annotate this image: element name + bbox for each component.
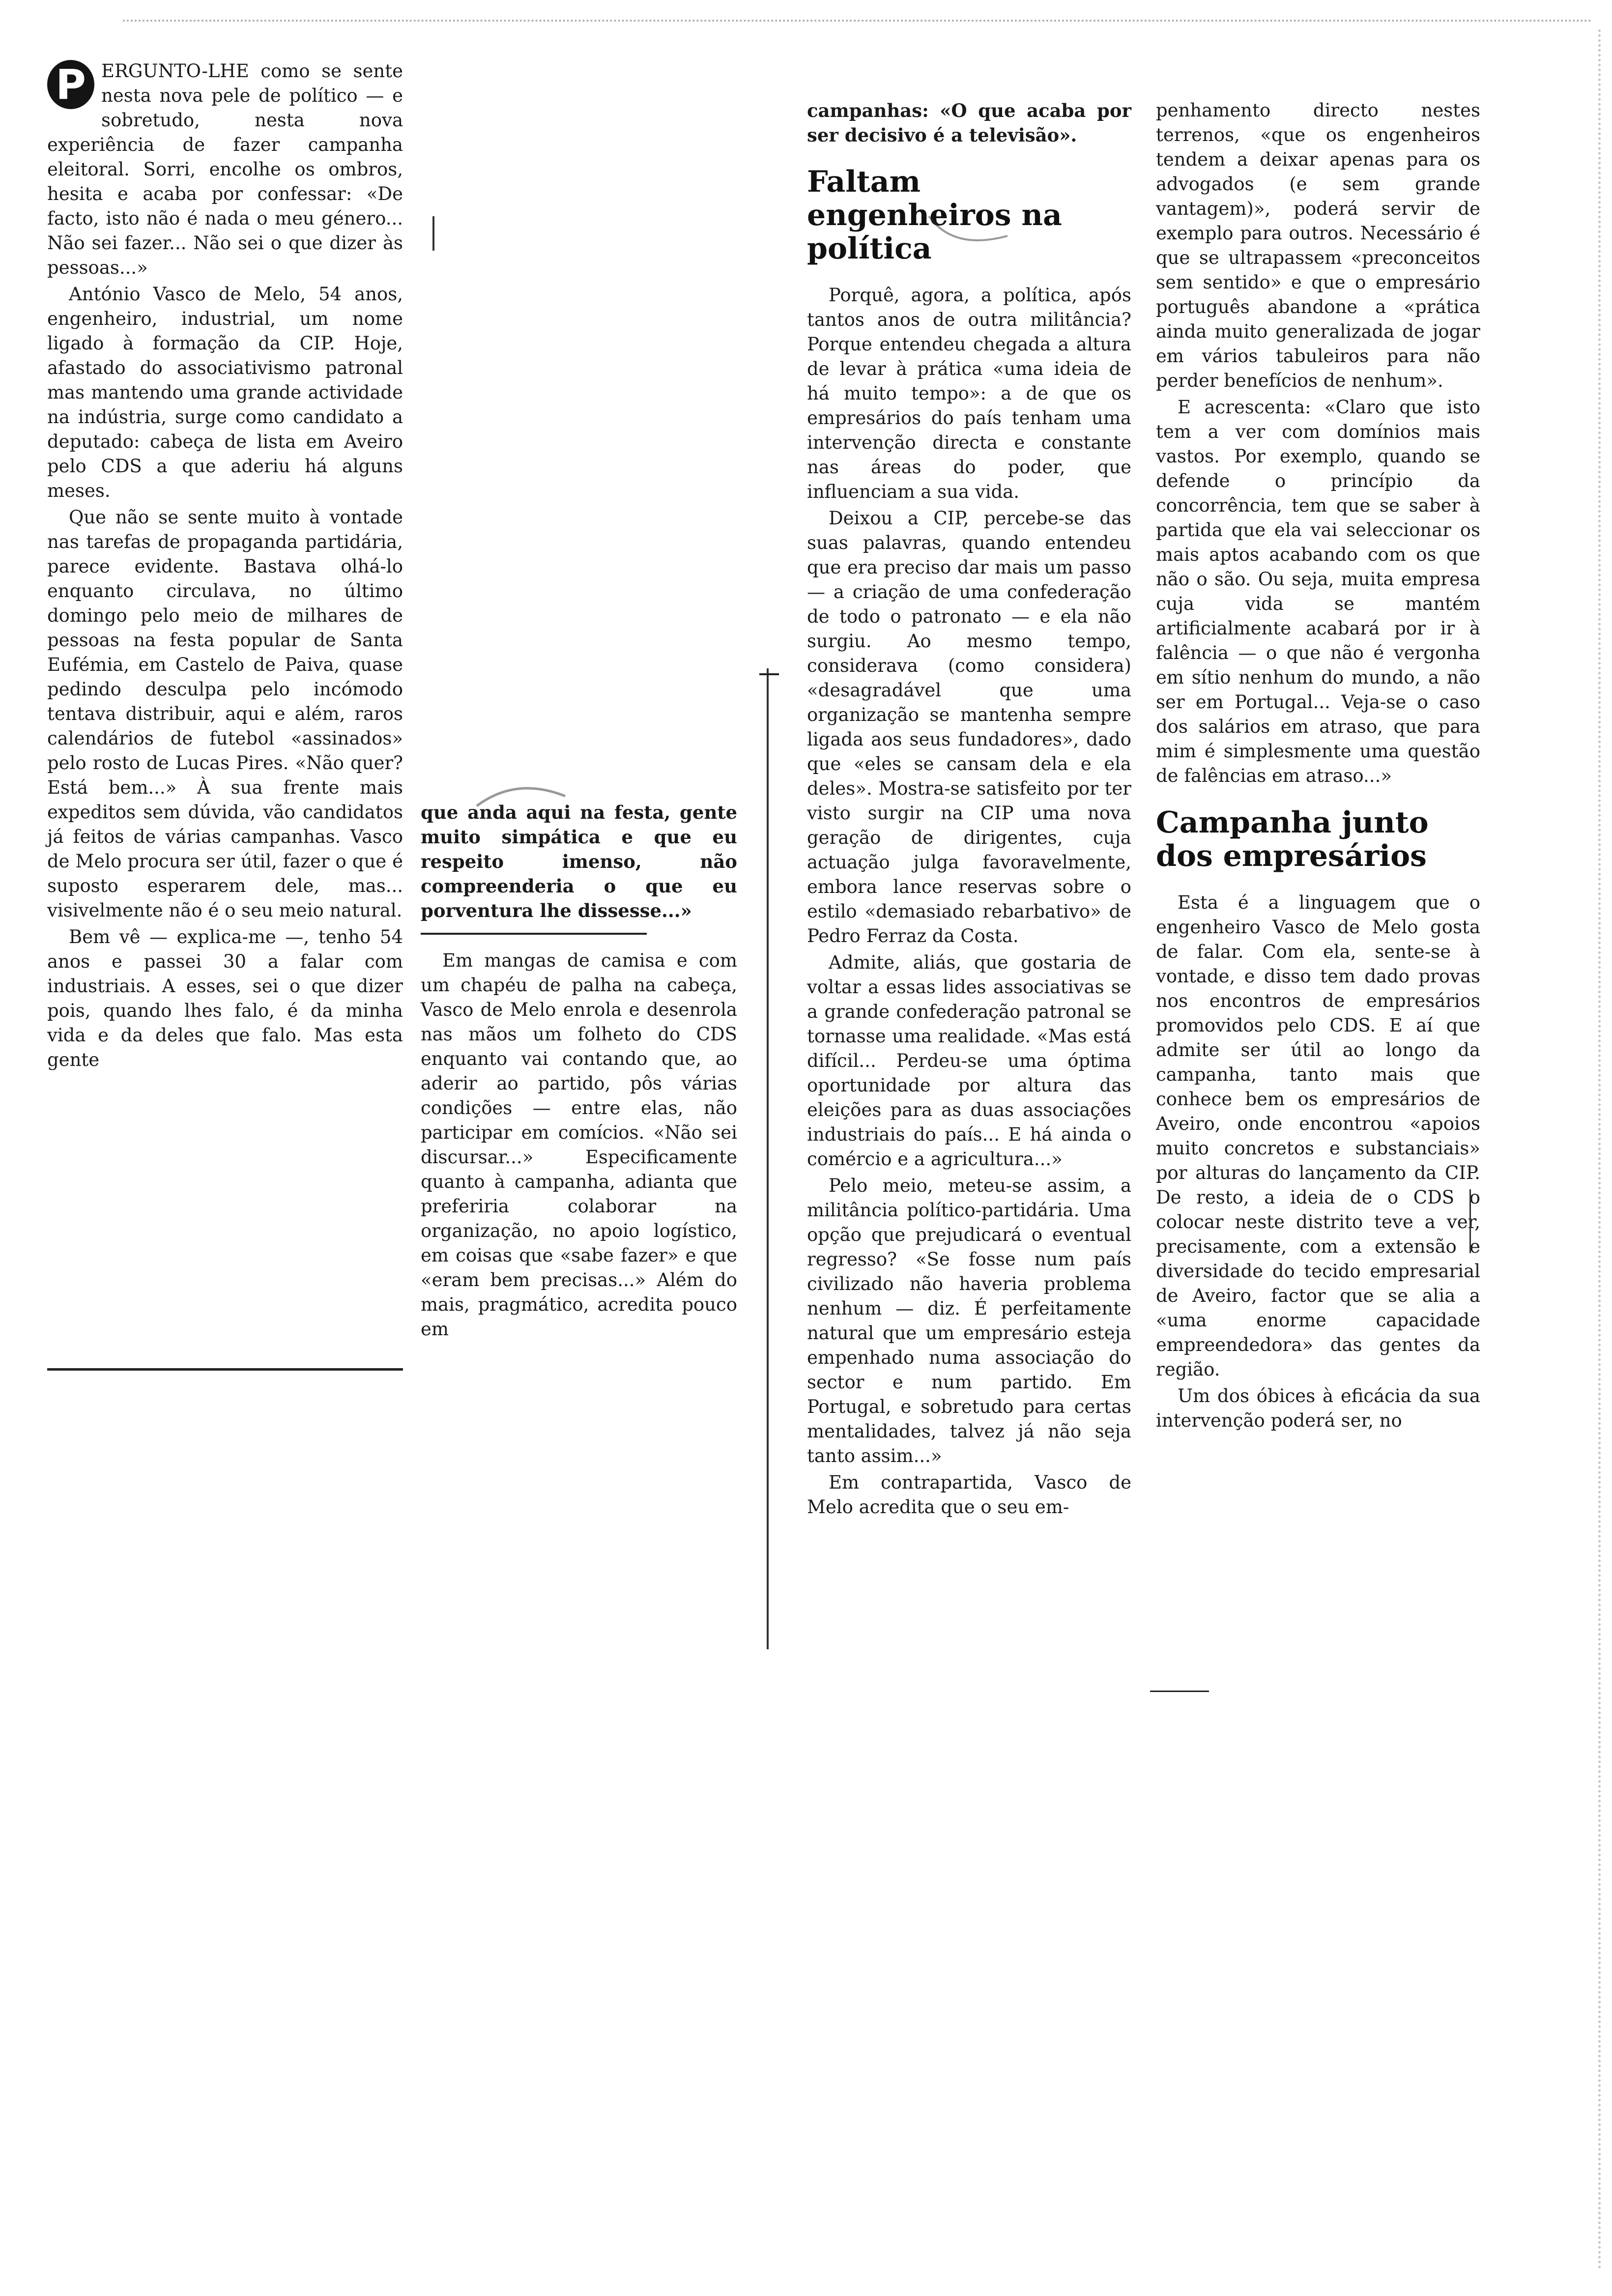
bracket-tick [759, 673, 779, 675]
dropcap-letter: P [47, 60, 94, 109]
col2-paragraph-1: que anda aqui na festa, gente muito simpática e que eu respeito imenso, não compreenderia o que eu porventura lhe dissesse...» [421, 802, 737, 921]
margin-mark-right [1469, 1189, 1471, 1253]
article-column-4 [1156, 98, 1480, 1433]
col1-paragraph-4: Bem vê — explica-me —, tenho 54 anos e passei 30 a falar com industriais. A esses, sei o que dizer pois, quando lhes falo, é da minha vida e da deles que falo. Mas esta gente [47, 926, 403, 1070]
column-divider-bracket [767, 668, 769, 1649]
article-column-1 [47, 59, 403, 1072]
col4-paragraph-2: E acrescenta: «Claro que isto tem a ver com domínios mais vastos. Por exemplo, quando se defende o princípio da concorrência, tem que se saber à partida que ela vai seleccionar os mais aptos acabando com os que não o são. Ou seja, muita empresa cuja vida se mantém artificialmente acabará por ir à falência — o que não é vergonha em sítio nenhum do mundo, a não ser em Portugal... Veja-se o caso dos salários em atraso, que para mim é simplesmente uma questão de falências em atraso...» [1156, 397, 1480, 786]
col2-divider [421, 933, 647, 935]
col3-paragraph-2: Deixou a CIP, percebe-se das suas palavras, quando entendeu que era preciso dar mais um passo — a criação de uma confederação de todo o patronato — e ela não surgiu. Ao mesmo tempo, considerava (como considera) «desagradável que uma organização se mantenha sempre ligada aos seus fundadores», dado que «eles se cansam dela e ela deles». Mostra-se satisfeito por ter visto surgir na CIP uma nova geração de dirigentes, cuja actuação julga favoravelmente, embora lance reservas sobre o estilo «demasiado rebarbativo» de Pedro Ferraz da Costa. [807, 508, 1131, 947]
scan-smudge [472, 776, 570, 826]
subheading-campanha-empresarios: Campanha junto dos empresários [1156, 805, 1429, 873]
margin-mark [432, 216, 434, 251]
col1-paragraph-1: ERGUNTO-LHE como se sente nesta nova pele de político — e sobretudo, nesta nova experiência de fazer campanha eleitoral. Sorri, encolhe os ombros, hesita e acaba por confessar: «De facto, isto não é nada o meu género... Não sei fazer... Não sei o que dizer às pessoas...» [47, 60, 403, 278]
col3-paragraph-5: Em contrapartida, Vasco de Melo acredita que o seu em- [807, 1472, 1131, 1518]
col3-paragraph-4: Pelo meio, meteu-se assim, a militância político-partidária. Uma opção que prejudicará o eventual regresso? «Se fosse num país civilizado não haveria problema nenhum — diz. É perfeitamente natural que um empresário esteja empenhado numa associação do sector e num partido. Em Portugal, e sobretudo para certas mentalidades, talvez já não seja tanto assim...» [807, 1175, 1131, 1466]
subheading-faltam-engenheiros: Faltam engenheiros na política [807, 165, 1062, 266]
col4-paragraph-1: penhamento directo nestes terrenos, «que os engenheiros tendem a deixar apenas para os advogados (e sem grande vantagem)», poderá servir de exemplo para outros. Necessário é que se ultrapassem «preconceitos sem sentido» e que o empresário português abandone a «prática ainda muito generalizada de jogar em vários tabuleiros para não perder benefícios de nenhum». [1156, 100, 1480, 391]
col4-paragraph-3: Esta é a linguagem que o engenheiro Vasco de Melo gosta de falar. Com ela, sente-se à vontade, e disso tem dado provas nos encontros de empresários promovidos pelo CDS. E aí que admite ser útil ao longo da campanha, tanto mais que conhece bem os empresários de Aveiro, onde encontrou «apoios muito concretos e substanciais» por alturas do lançamento da CIP. De resto, a ideia de o CDS o colocar neste distrito teve a ver, precisamente, com a extensão e diversidade do tecido empresarial de Aveiro, factor que se alia a «uma enorme capacidade empreendedora» das gentes da região. [1156, 892, 1480, 1380]
col3-paragraph-3: Admite, aliás, que gostaria de voltar a essas lides associativas se a grande confederação patronal se tornasse uma realidade. «Mas está difícil... Perdeu-se uma óptima oportunidade por altura das eleições para as duas associações industriais do país... E há ainda o comércio e a agricultura...» [807, 952, 1131, 1170]
col4-end-mark [1150, 1691, 1209, 1692]
col1-paragraph-2: António Vasco de Melo, 54 anos, engenheiro, industrial, um nome ligado à formação da CIP. Hoje, afastado do associativismo patronal mas mantendo uma grande actividade na indústria, surge como candidato a deputado: cabeça de lista em Aveiro pelo CDS a que aderiu há alguns meses. [47, 284, 403, 501]
col3-lead: campanhas: «O que acaba por ser decisivo é a televisão». [807, 100, 1131, 146]
col3-paragraph-1: Porquê, agora, a política, após tantos anos de outra militância? Porque entendeu chegada a altura de levar à prática «uma ideia de há muito tempo»: a de que os empresários do país tenham uma intervenção directa e constante nas áreas do poder, que influenciam a sua vida. [807, 285, 1131, 502]
article-column-2 [421, 800, 737, 1342]
col1-paragraph-3: Que não se sente muito à vontade nas tarefas de propaganda partidária, parece evidente. Bastava olhá-lo enquanto circulava, no último domingo pelo meio de milhares de pessoas na festa popular de Santa Eufémia, em Castelo de Paiva, quase pedindo desculpa pelo incómodo tentava distribuir, aqui e além, raros calendários de futebol «assinados» pelo rosto de Lucas Pires. «Não quer? Está bem...» À sua frente mais expeditos sem dúvida, vão candidatos já feitos de várias campanhas. Vasco de Melo procura ser útil, fazer o que é suposto esperarem dele, mas... visivelmente não é o seu meio natural. [47, 507, 403, 921]
scan-smudge [924, 206, 1012, 260]
col4-paragraph-4: Um dos óbices à eficácia da sua intervenção poderá ser, no [1156, 1385, 1480, 1431]
scan-edge-right [1598, 29, 1607, 2270]
col2-paragraph-2: Em mangas de camisa e com um chapéu de palha na cabeça, Vasco de Melo enrola e desenrola nas mãos um folheto do CDS enquanto vai contando que, ao aderir ao partido, pôs várias condições — entre elas, não participar em comícios. «Não sei discursar...» Especificamente quanto à campanha, adianta que preferiria colaborar na organização, no apoio logístico, em coisas que «sabe fazer» e que «eram bem precisas...» Além do mais, pragmático, acredita pouco em [421, 950, 737, 1340]
scan-edge-top [123, 20, 1592, 30]
article-column-3 [807, 98, 1131, 1520]
column-end-rule-1 [47, 1368, 403, 1371]
